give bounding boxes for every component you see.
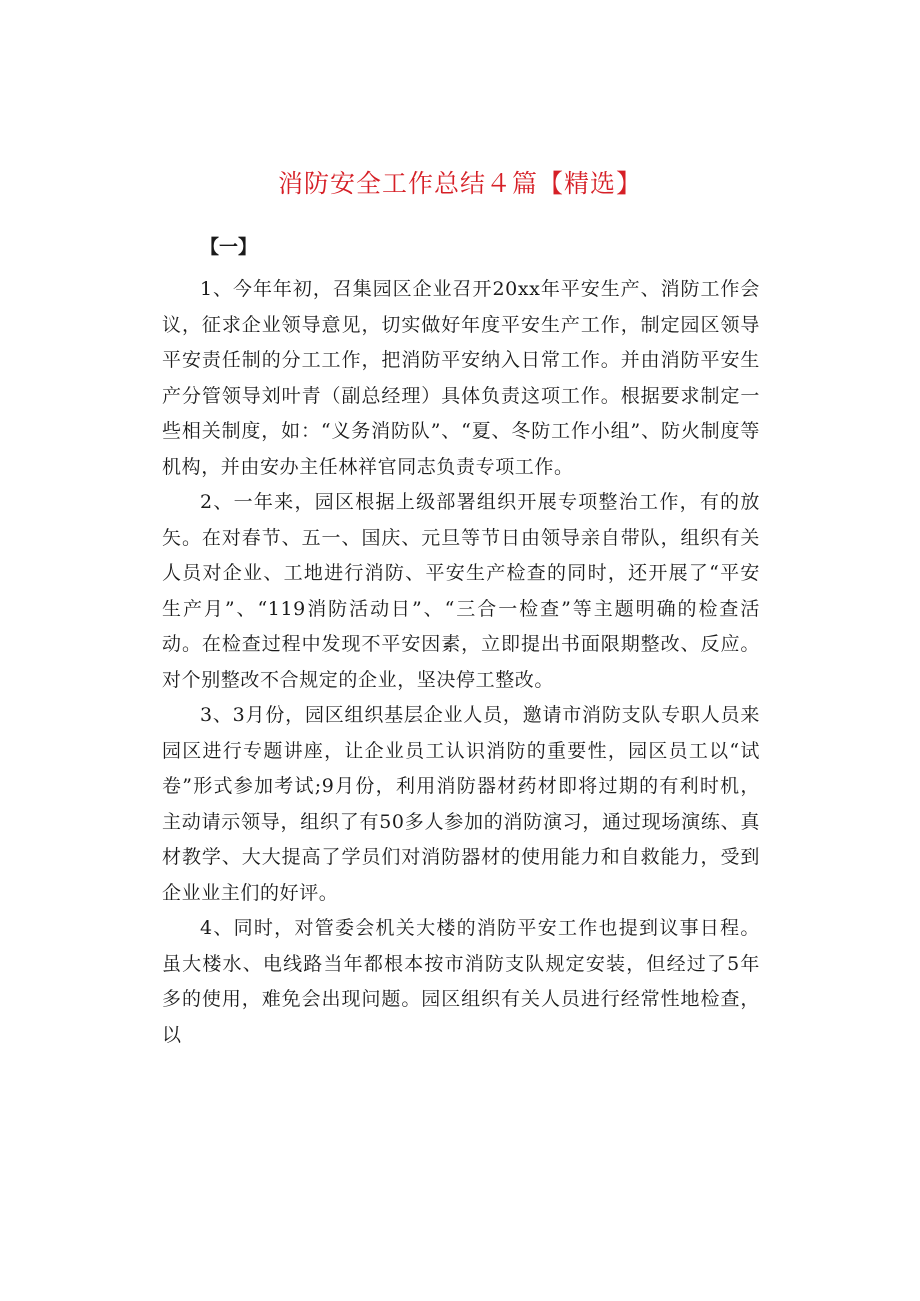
paragraph-1: 1、今年年初，召集园区企业召开20xx年平安生产、消防工作会议，征求企业领导意见，切实做好年度平安生产工作，制定园区领导平安责任制的分工工作，把消防平安纳入日常工作。并由消防平安生产分管领导刘叶青（副总经理）具体负责这项工作。根据要求制定一些相关制度，如：“义务消防队”、“夏、冬防工作小组”、防火制度等机构，并由安办主任林祥官同志负责专项工作。 xyxy=(162,278,760,478)
paragraph-2: 2、一年来，园区根据上级部署组织开展专项整治工作，有的放矢。在对春节、五一、国庆、元旦等节日由领导亲自带队，组织有关人员对企业、工地进行消防、平安生产检查的同时，还开展了“平安生产月”、“119消防活动日”、“三合一检查”等主题明确的检查活动。在检查过程中发现不平安因素，立即提出书面限期整改、反应。对个别整改不合规定的企业，坚决停工整改。 xyxy=(162,491,760,691)
section-heading: 【一】 xyxy=(200,236,258,258)
paragraph-4: 4、同时，对管委会机关大楼的消防平安工作也提到议事日程。虽大楼水、电线路当年都根本按市消防支队规定安装，但经过了5年多的使用，难免会出现问题。园区组织有关人员进行经常性地检查，以 xyxy=(162,917,760,1046)
document-body xyxy=(162,272,760,1053)
paragraph-3: 3、3月份，园区组织基层企业人员，邀请市消防支队专职人员来园区进行专题讲座，让企业员工认识消防的重要性，园区员工以“试卷”形式参加考试;9月份，利用消防器材药材即将过期的有利时机，主动请示领导，组织了有50多人参加的消防演习，通过现场演练、真材教学、大大提高了学员们对消防器材的使用能力和自救能力，受到企业业主们的好评。 xyxy=(162,704,761,904)
document-title: 消防安全工作总结４篇【精选】 xyxy=(277,169,642,198)
